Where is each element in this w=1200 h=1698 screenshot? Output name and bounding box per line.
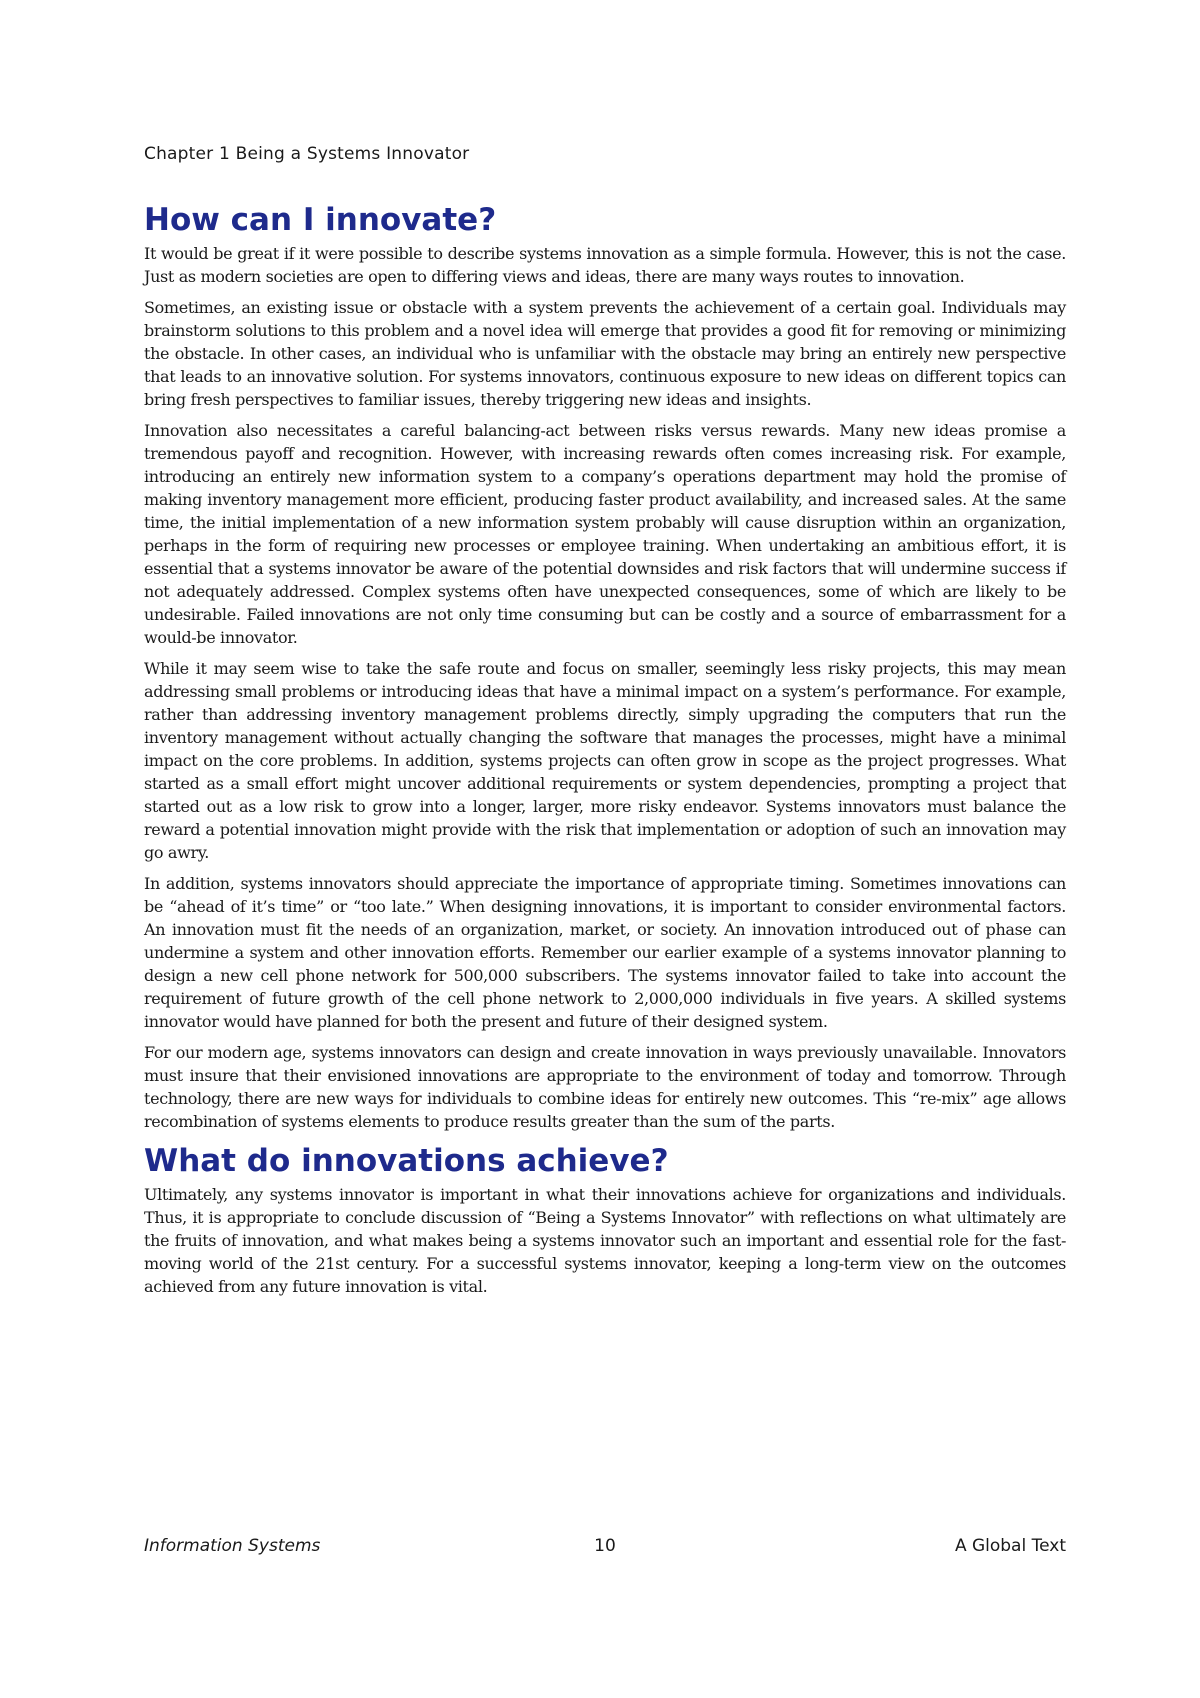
footer-page-number: 10	[594, 1536, 616, 1556]
body-paragraph: Ultimately, any systems innovator is important in what their innovations achieve for organizations and individuals. Thus, it is appropriate to conclude discussion of “Being a Systems Innovator” with reflections on what ultimately are the fruits of innovation, and what makes being a systems innovator such an important and essential role for the fast-moving world of the 21st century. For a successful systems innovator, keeping a long-term view on the outcomes achieved from any future innovation is vital.	[144, 1185, 1066, 1296]
body-paragraph: Innovation also necessitates a careful balancing-act between risks versus rewards. Many new ideas promise a tremendous payoff and recognition. However, with increasing rewards often comes increasing risk. For example, introducing an entirely new information system to a company’s operations department may hold the promise of making inventory management more efficient, producing faster product availability, and increased sales. At the same time, the initial implementation of a new information system probably will cause disruption within an organization, perhaps in the form of requiring new processes or employee training. When undertaking an ambitious effort, it is essential that a systems innovator be aware of the potential downsides and risk factors that will undermine success if not adequately addressed. Complex systems often have unexpected consequences, some of which are likely to be undesirable. Failed innovations are not only time consuming but can be costly and a source of embarrassment for a would-be innovator.	[144, 421, 1066, 647]
footer-book-title: Information Systems	[144, 1536, 321, 1556]
body-paragraph: Sometimes, an existing issue or obstacle with a system prevents the achievement of a certain goal. Individuals may brainstorm solutions to this problem and a novel idea will emerge that provides a good fit for removing or minimizing the obstacle. In other cases, an individual who is unfamiliar with the obstacle may bring an entirely new perspective that leads to an innovative solution. For systems innovators, continuous exposure to new ideas on different topics can bring fresh perspectives to familiar issues, thereby triggering new ideas and insights.	[144, 298, 1066, 409]
section-heading-how-can-i-innovate: How can I innovate?	[144, 202, 497, 238]
footer-publisher: A Global Text	[954, 1536, 1066, 1556]
page-footer	[144, 1536, 1066, 1560]
body-paragraph: For our modern age, systems innovators can design and create innovation in ways previously unavailable. Innovators must insure that their envisioned innovations are appropriate to the environment of today and tomorrow. Through technology, there are new ways for individuals to combine ideas for entirely new outcomes. This “re-mix” age allows recombination of systems elements to produce results greater than the sum of the parts.	[144, 1043, 1066, 1131]
body-paragraph: It would be great if it were possible to describe systems innovation as a simple formula. However, this is not the case. Just as modern societies are open to differing views and ideas, there are many ways routes to innovation.	[144, 244, 1066, 286]
running-header: Chapter 1 Being a Systems Innovator	[144, 144, 470, 164]
section-heading-what-do-innovations-achieve: What do innovations achieve?	[144, 1143, 669, 1179]
body-paragraph: In addition, systems innovators should appreciate the importance of appropriate timing. Sometimes innovations can be “ahead of it’s time” or “too late.” When designing innovations, it is important to consider environmental factors. An innovation must fit the needs of an organization, market, or society. An innovation introduced out of phase can undermine a system and other innovation efforts. Remember our earlier example of a systems innovator planning to design a new cell phone network for 500,000 subscribers. The systems innovator failed to take into account the requirement of future growth of the cell phone network to 2,000,000 individuals in five years. A skilled systems innovator would have planned for both the present and future of their designed system.	[144, 874, 1066, 1031]
body-paragraph: While it may seem wise to take the safe route and focus on smaller, seemingly less risky projects, this may mean addressing small problems or introducing ideas that have a minimal impact on a system’s performance. For example, rather than addressing inventory management problems directly, simply upgrading the computers that run the inventory management without actually changing the software that manages the processes, might have a minimal impact on the core problems. In addition, systems projects can often grow in scope as the project progresses. What started as a small effort might uncover additional requirements or system dependencies, prompting a project that started out as a low risk to grow into a longer, larger, more risky endeavor. Systems innovators must balance the reward a potential innovation might provide with the risk that implementation or adoption of such an innovation may go awry.	[144, 659, 1066, 862]
page-content	[144, 200, 1066, 1306]
